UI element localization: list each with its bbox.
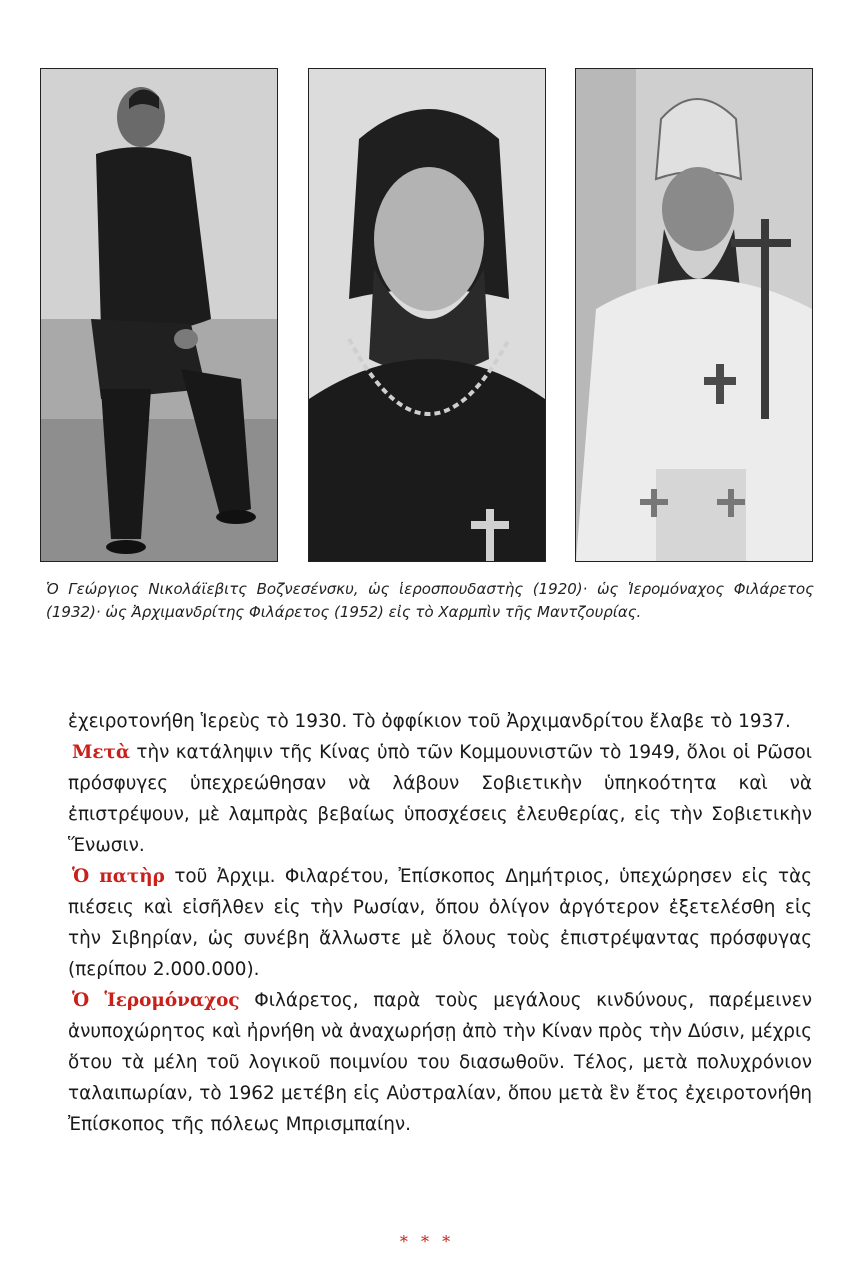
- paragraph-3: [68, 861, 812, 985]
- body-text: [68, 706, 812, 1140]
- archimandrite-portrait-image: [576, 69, 812, 561]
- photo-hieromonk-1932: [308, 68, 546, 562]
- paragraph-4: [68, 985, 812, 1140]
- seminarian-portrait-image: [41, 69, 277, 561]
- paragraph-2-lead: Μετὰ: [72, 742, 131, 763]
- paragraph-4-text: Φιλάρετος, παρὰ τοὺς μεγάλους κινδύνους, παρέμεινεν ἀνυποχώρητος καὶ ἠρνήθη νὰ ἀναχωρήσῃ ἀπὸ τὴν Κίναν πρὸς τὴν Δύσιν, μέχρις ὅτου τὰ μέλη τοῦ λογικοῦ ποιμνίου του διασωθοῦν. Τέλος, μετὰ πολυχρόνιον ταλαιπωρίαν, τὸ 1962 μετέβη εἰς Αὐστραλίαν, ὅπου μετὰ ἓν ἔτος ἐχειροτονήθη Ἐπίσκοπος τῆς πόλεως Μπρισμπαίην.: [68, 990, 812, 1135]
- paragraph-2: [68, 737, 812, 861]
- paragraph-2-text: τὴν κατάληψιν τῆς Κίνας ὑπὸ τῶν Κομμουνιστῶν τὸ 1949, ὅλοι οἱ Ρῶσοι πρόσφυγες ὑπεχρεώθησαν νὰ λάβουν Σοβιετικὴν ὑπηκοότητα καὶ νὰ ἐπιστρέψουν, μὲ λαμπρὰς βεβαίως ὑποσχέσεις ἐλευθερίας, εἰς τὴν Σοβιετικὴν Ἕνωσιν.: [68, 742, 812, 856]
- paragraph-1-text: ἐχειροτονήθη Ἱερεὺς τὸ 1930. Τὸ ὀφφίκιον τοῦ Ἀρχιμανδρίτου ἔλαβε τὸ 1937.: [68, 711, 791, 732]
- paragraph-3-text: τοῦ Ἀρχιμ. Φιλαρέτου, Ἐπίσκοπος Δημήτριος, ὑπεχώρησεν εἰς τὰς πιέσεις καὶ εἰσῆλθεν εἰς τὴν Ρωσίαν, ὅπου ὀλίγον ἀργότερον ἐξετελέσθη εἰς τὴν Σιβηρίαν, ὡς συνέβη ἄλλωστε μὲ ὅλους τοὺς ἐπιστρέψαντας πρόσφυγας (περίπου 2.000.000).: [68, 866, 812, 980]
- photo-seminarian-1920: [40, 68, 278, 562]
- paragraph-1: [68, 706, 812, 737]
- photo-caption: Ὁ Γεώργιος Νικολάϊεβιτς Βοζνεσένσκυ, ὡς ἱεροσπουδαστὴς (1920)· ὡς Ἱερομόναχος Φιλάρετος (1932)· ὡς Ἀρχιμανδρίτης Φιλάρετος (1952) εἰς τὸ Χαρμπὶν τῆς Μαντζουρίας.: [46, 580, 814, 621]
- paragraph-4-lead: Ὁ Ἱερομόναχος: [72, 990, 240, 1011]
- paragraph-3-lead: Ὁ πατὴρ: [72, 866, 165, 887]
- photo-archimandrite-1952: [575, 68, 813, 562]
- section-separator: * * *: [399, 1232, 455, 1251]
- hieromonk-portrait-image: [309, 69, 545, 561]
- photo-strip: [40, 68, 813, 562]
